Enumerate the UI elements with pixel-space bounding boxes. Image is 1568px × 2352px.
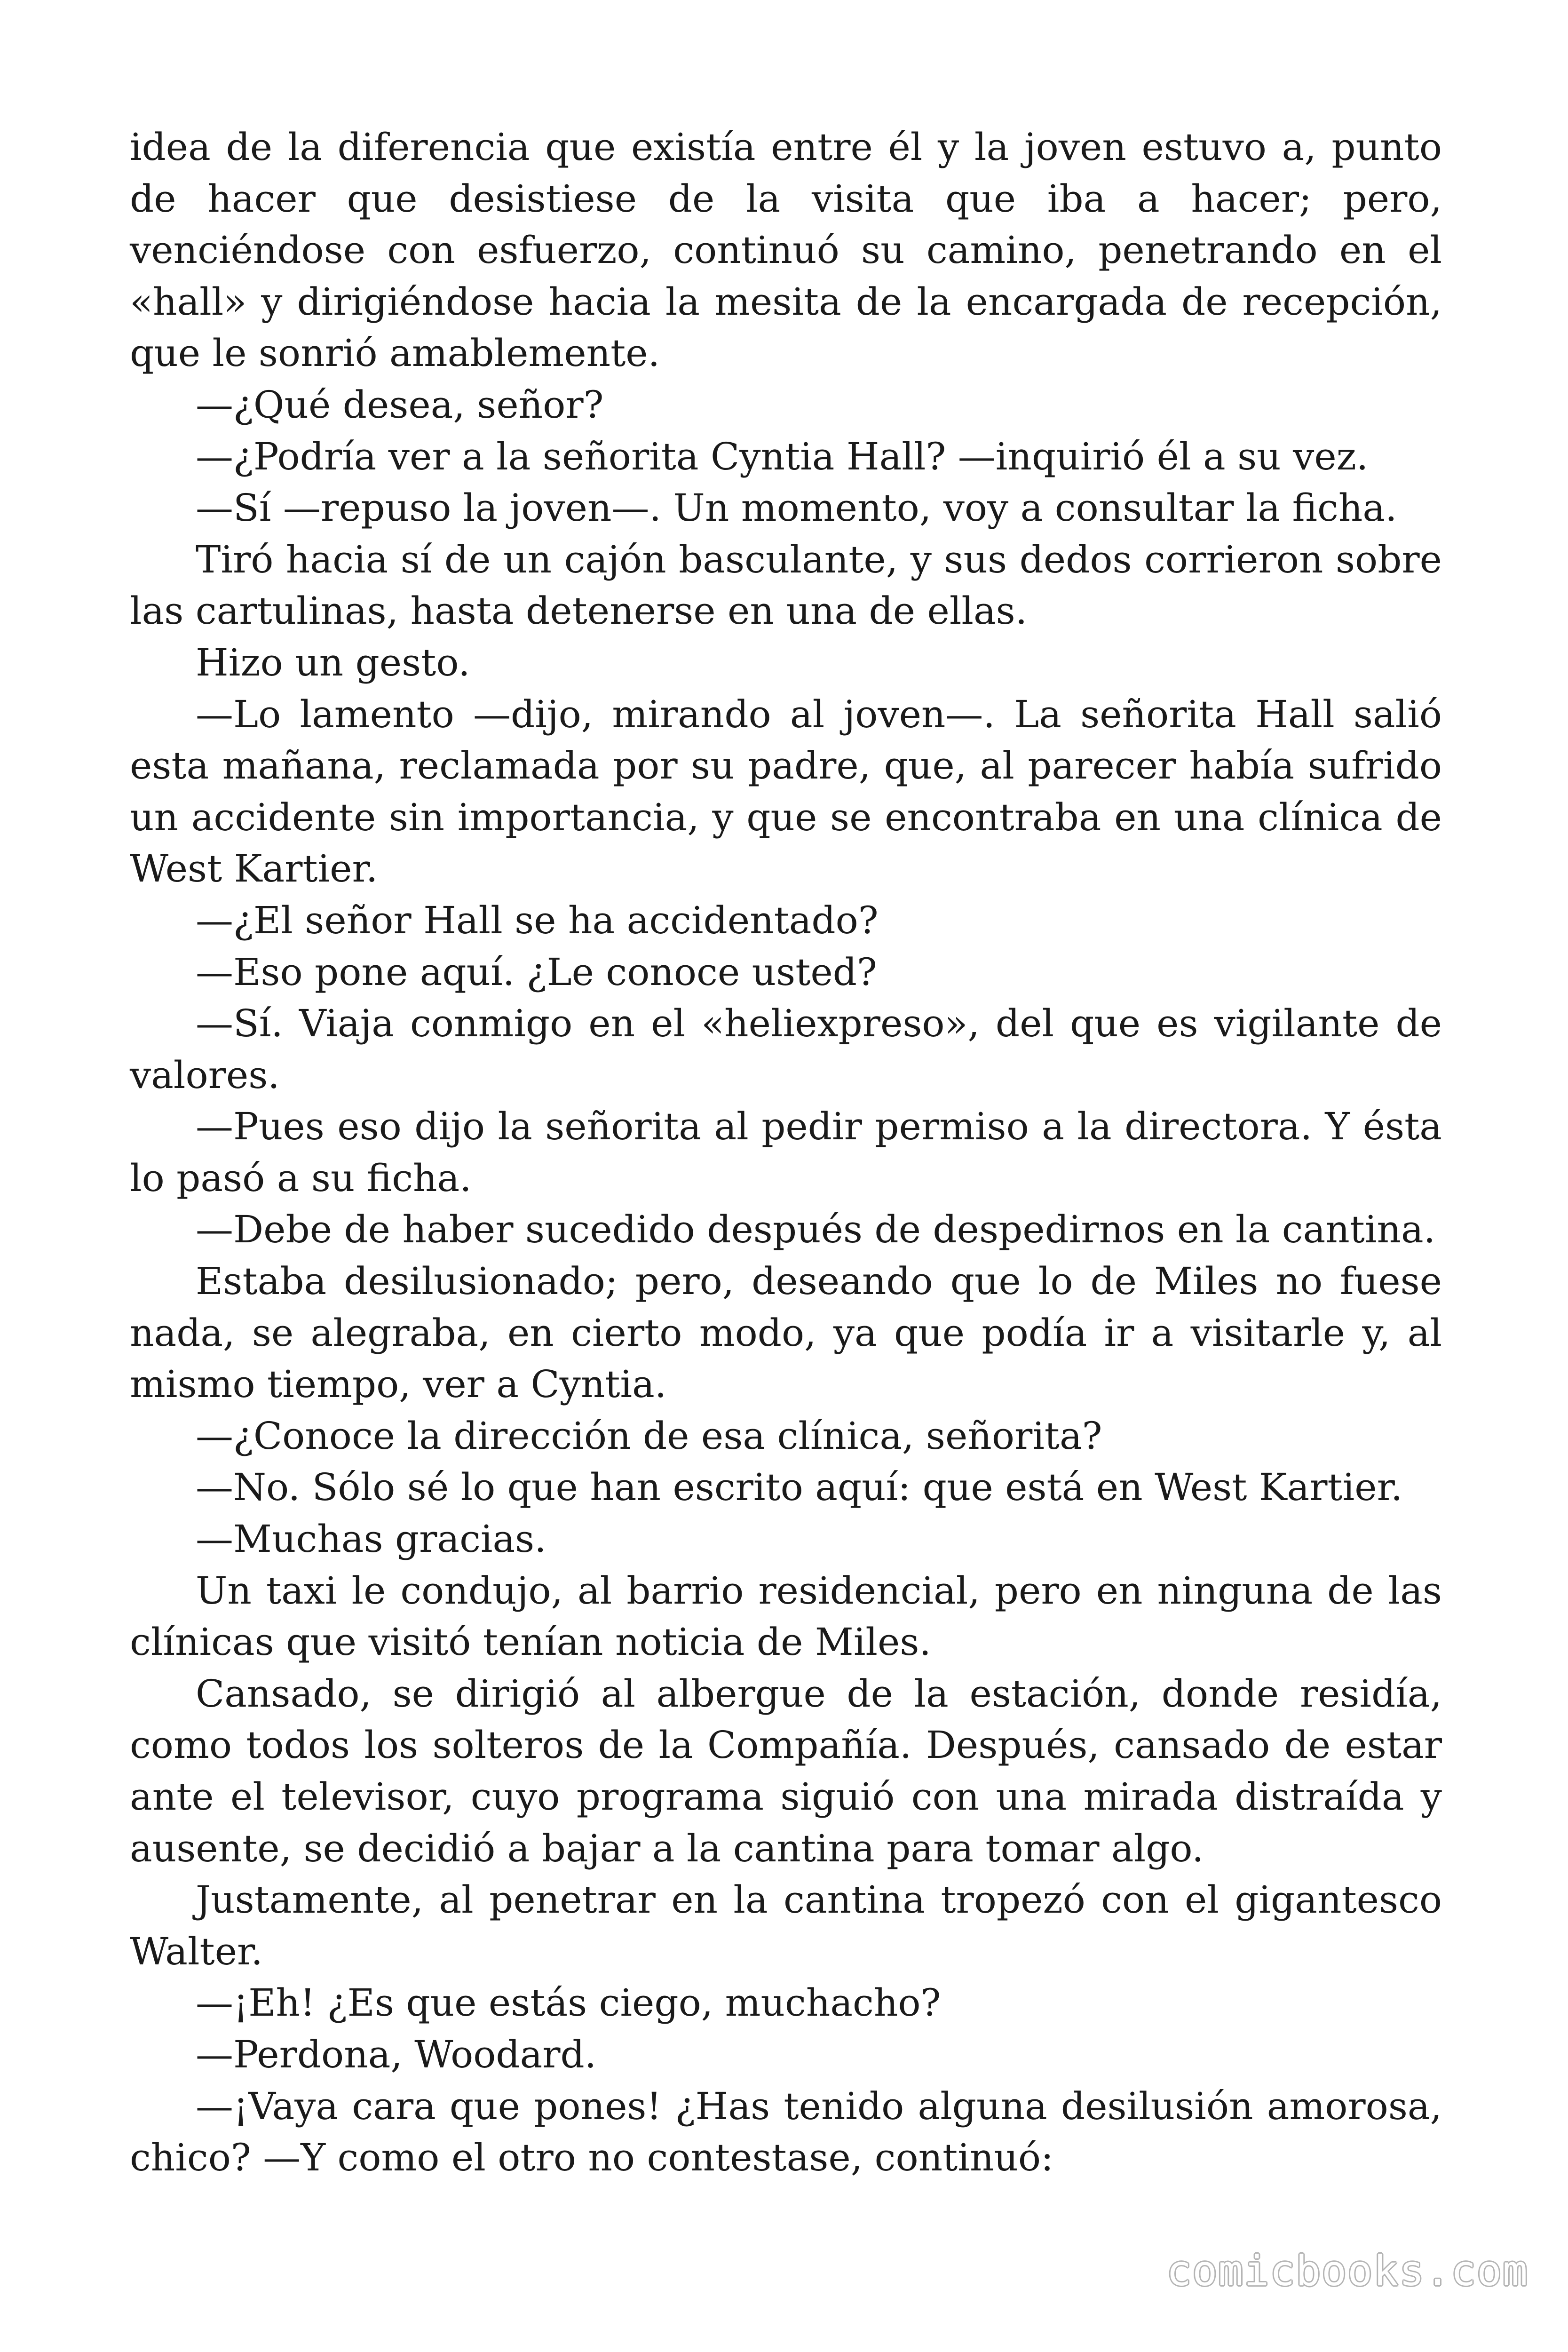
paragraph: —¡Eh! ¿Es que estás ciego, muchacho? xyxy=(196,1981,941,2025)
paragraph: —No. Sólo sé lo que han escrito aquí: que está en West Kartier. xyxy=(196,1465,1403,1510)
paragraph: Un taxi le condujo, al barrio residencial, pero en ninguna de las clínicas que visitó tenían noticia de Miles. xyxy=(130,1568,1442,1664)
paragraph: —¡Vaya cara que pones! ¿Has tenido alguna desilusión amorosa, chico? —Y como el otro no contestase, continuó: xyxy=(130,2084,1442,2180)
paragraph: Cansado, se dirigió al albergue de la estación, donde residía, como todos los solteros de la Compañía. Después, cansado de estar ante el televisor, cuyo programa siguió con una mirada distraída y ausente, se decidió a bajar a la cantina para tomar algo. xyxy=(130,1671,1442,1870)
paragraph: —Sí —repuso la joven—. Un momento, voy a consultar la ficha. xyxy=(196,486,1397,530)
paragraph: —Pues eso dijo la señorita al pedir permiso a la directora. Y ésta lo pasó a su ficha. xyxy=(130,1104,1442,1200)
paragraph: Justamente, al penetrar en la cantina tropezó con el gigantesco Walter. xyxy=(130,1878,1442,1973)
paragraph: idea de la diferencia que existía entre él y la joven estuvo a, punto de hacer que desistiese de la visita que iba a hacer; pero, venciéndose con esfuerzo, continuó su camino, penetrando en el «hall» y dirigiéndose hacia la mesita de la encargada de recepción, que le sonrió amablemente. xyxy=(130,125,1442,375)
paragraph: Estaba desilusionado; pero, deseando que lo de Miles no fuese nada, se alegraba, en cierto modo, ya que podía ir a visitarle y, al mismo tiempo, ver a Cyntia. xyxy=(130,1259,1442,1406)
paragraph: —Perdona, Woodard. xyxy=(196,2032,597,2076)
paragraph: Hizo un gesto. xyxy=(196,640,470,684)
paragraph: —Muchas gracias. xyxy=(196,1517,546,1561)
body-text xyxy=(130,121,1442,2184)
paragraph: —¿El señor Hall se ha accidentado? xyxy=(196,898,879,942)
watermark: comicbooks.com xyxy=(1166,2247,1528,2295)
paragraph: —Debe de haber sucedido después de despedirnos en la cantina. xyxy=(196,1208,1436,1252)
paragraph: —¿Conoce la dirección de esa clínica, señorita? xyxy=(196,1414,1102,1458)
paragraph: —Eso pone aquí. ¿Le conoce usted? xyxy=(196,950,877,994)
paragraph: —¿Podría ver a la señorita Cyntia Hall? —inquirió él a su vez. xyxy=(196,434,1369,478)
paragraph: —Lo lamento —dijo, mirando al joven—. La señorita Hall salió esta mañana, reclamada por su padre, que, al parecer había sufrido un accidente sin importancia, y que se encontraba en una clínica de West Kartier. xyxy=(130,692,1442,891)
paragraph: —¿Qué desea, señor? xyxy=(196,382,604,427)
paragraph: Tiró hacia sí de un cajón basculante, y sus dedos corrieron sobre las cartulinas, hasta detenerse en una de ellas. xyxy=(130,537,1442,633)
paragraph: —Sí. Viaja conmigo en el «heliexpreso», del que es vigilante de valores. xyxy=(130,1001,1442,1097)
